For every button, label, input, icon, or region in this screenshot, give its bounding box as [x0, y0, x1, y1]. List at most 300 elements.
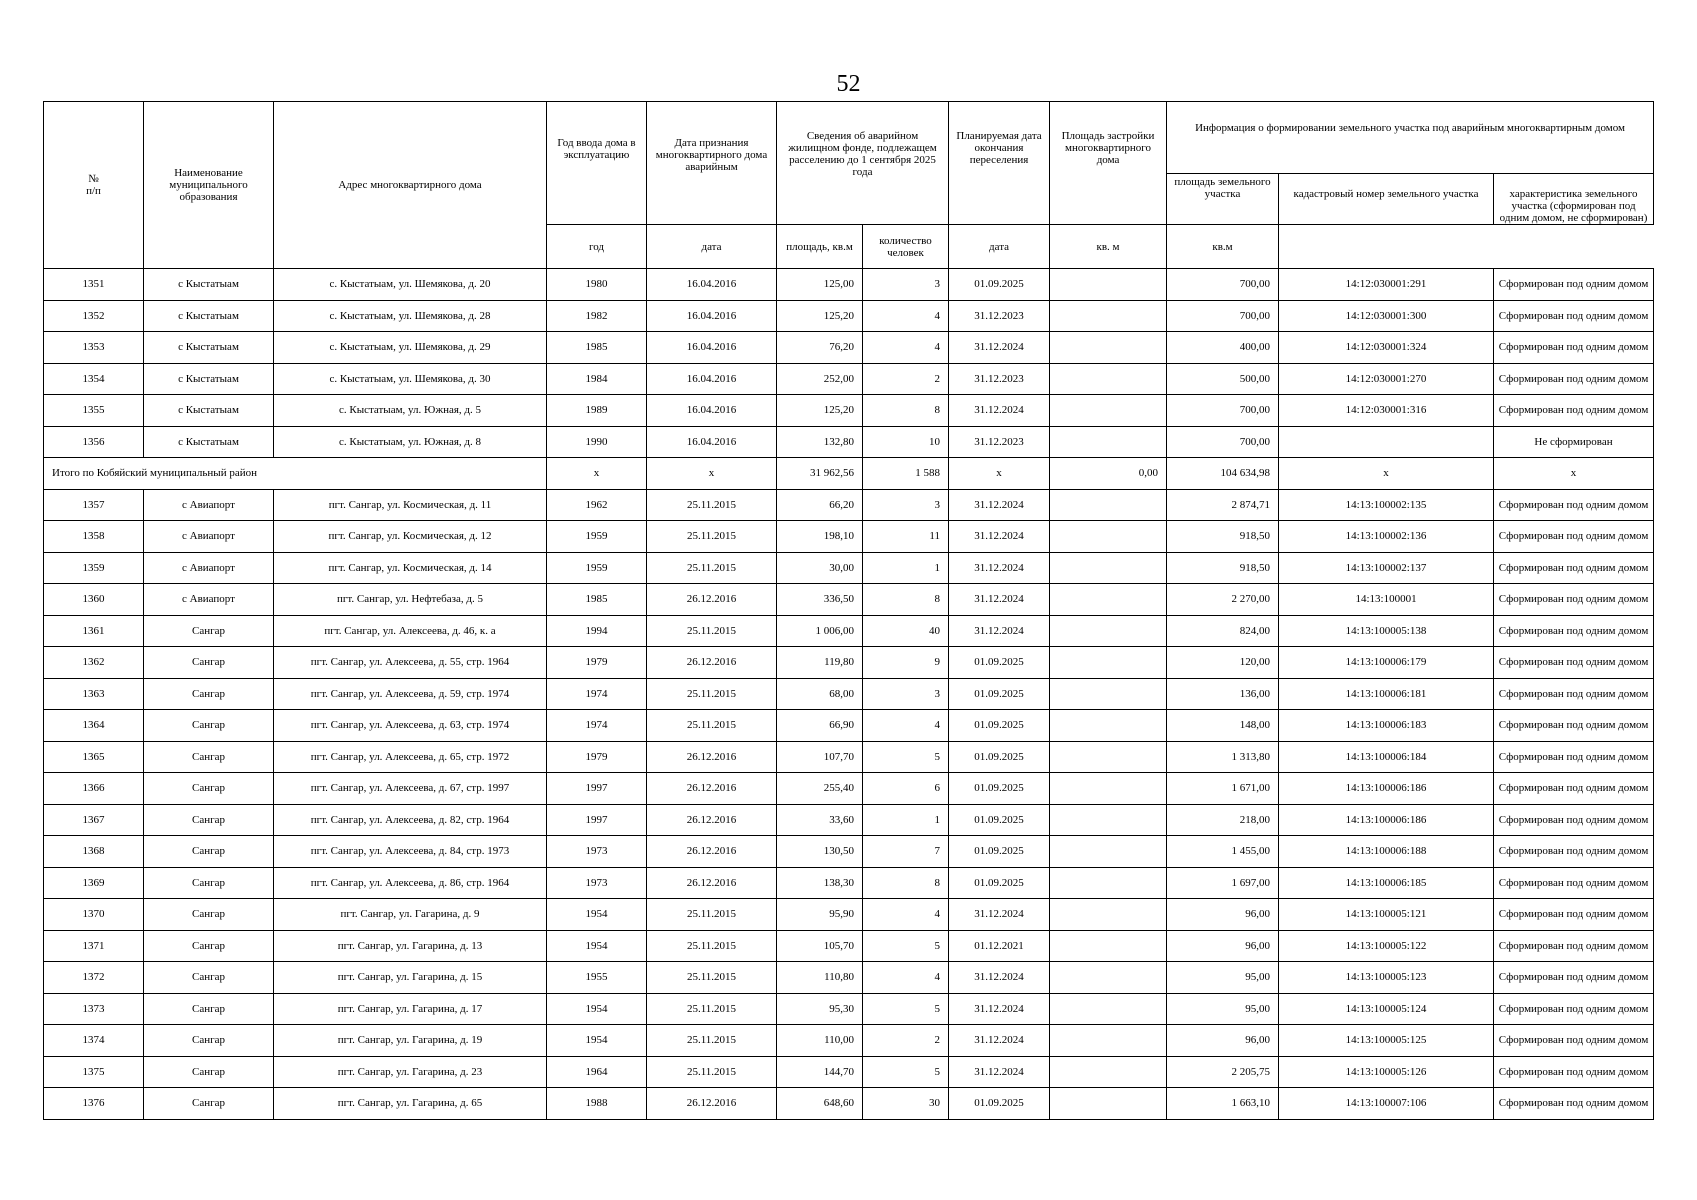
cell-land-area: 2 270,00	[1167, 584, 1279, 616]
unit-date: дата	[647, 225, 777, 269]
cell-built-area	[1050, 584, 1167, 616]
cell-built-area	[1050, 615, 1167, 647]
cell-people: 1	[863, 804, 949, 836]
cell-status: Сформирован под одним домом	[1494, 899, 1654, 931]
total-cell-land-area: 104 634,98	[1167, 458, 1279, 490]
table-row	[44, 300, 1654, 332]
cell-num: 1351	[44, 269, 144, 301]
cell-land-area: 700,00	[1167, 395, 1279, 427]
cell-address: пгт. Сангар, ул. Гагарина, д. 13	[274, 930, 547, 962]
cell-status: Сформирован под одним домом	[1494, 489, 1654, 521]
cell-cadastral: 14:12:030001:316	[1279, 395, 1494, 427]
cell-num: 1355	[44, 395, 144, 427]
cell-num: 1356	[44, 426, 144, 458]
cell-area: 138,30	[777, 867, 863, 899]
cell-people: 3	[863, 678, 949, 710]
cell-planned-date: 31.12.2024	[949, 899, 1050, 931]
total-cell-cadastral: х	[1279, 458, 1494, 490]
total-cell-planned-date: х	[949, 458, 1050, 490]
cell-address: с. Кыстатыам, ул. Южная, д. 8	[274, 426, 547, 458]
cell-address: пгт. Сангар, ул. Алексеева, д. 59, стр. 1974	[274, 678, 547, 710]
cell-address: с. Кыстатыам, ул. Шемякова, д. 29	[274, 332, 547, 364]
cell-date-recognized: 25.11.2015	[647, 552, 777, 584]
cell-planned-date: 01.09.2025	[949, 269, 1050, 301]
cell-date-recognized: 26.12.2016	[647, 773, 777, 805]
cell-planned-date: 01.09.2025	[949, 867, 1050, 899]
cell-cadastral: 14:13:100005:124	[1279, 993, 1494, 1025]
total-label: Итого по Кобяйский муниципальный район	[44, 458, 547, 490]
cell-people: 4	[863, 899, 949, 931]
cell-built-area	[1050, 678, 1167, 710]
cell-date-recognized: 16.04.2016	[647, 332, 777, 364]
cell-planned-date: 31.12.2024	[949, 993, 1050, 1025]
table-row	[44, 426, 1654, 458]
cell-status: Сформирован под одним домом	[1494, 678, 1654, 710]
table-row	[44, 836, 1654, 868]
cell-status: Сформирован под одним домом	[1494, 521, 1654, 553]
cell-address: с. Кыстатыам, ул. Шемякова, д. 30	[274, 363, 547, 395]
cell-cadastral: 14:13:100006:188	[1279, 836, 1494, 868]
cell-status: Сформирован под одним домом	[1494, 962, 1654, 994]
cell-built-area	[1050, 489, 1167, 521]
cell-cadastral: 14:13:100005:122	[1279, 930, 1494, 962]
table-row	[44, 647, 1654, 679]
cell-area: 144,70	[777, 1056, 863, 1088]
cell-area: 68,00	[777, 678, 863, 710]
cell-status: Сформирован под одним домом	[1494, 395, 1654, 427]
cell-cadastral: 14:13:100006:181	[1279, 678, 1494, 710]
cell-area: 30,00	[777, 552, 863, 584]
cell-built-area	[1050, 1088, 1167, 1120]
cell-date-recognized: 16.04.2016	[647, 363, 777, 395]
cell-year: 1954	[547, 1025, 647, 1057]
cell-num: 1354	[44, 363, 144, 395]
cell-municipality: Сангар	[144, 993, 274, 1025]
cell-date-recognized: 26.12.2016	[647, 836, 777, 868]
cell-status: Сформирован под одним домом	[1494, 1025, 1654, 1057]
cell-year: 1974	[547, 678, 647, 710]
cell-built-area	[1050, 552, 1167, 584]
header-num: № п/п	[44, 102, 144, 269]
cell-people: 10	[863, 426, 949, 458]
cell-built-area	[1050, 899, 1167, 931]
cell-year: 1984	[547, 363, 647, 395]
cell-cadastral: 14:13:100006:186	[1279, 804, 1494, 836]
cell-year: 1979	[547, 741, 647, 773]
cell-year: 1997	[547, 773, 647, 805]
header-built-area: Площадь застройки многоквартирного дома	[1050, 102, 1167, 225]
cell-land-area: 1 697,00	[1167, 867, 1279, 899]
header-year: Год ввода дома в эксплуатацию	[547, 102, 647, 225]
cell-land-area: 700,00	[1167, 426, 1279, 458]
header-date-recognized: Дата признания многоквартирного дома аварийным	[647, 102, 777, 225]
cell-year: 1959	[547, 521, 647, 553]
cell-address: пгт. Сангар, ул. Алексеева, д. 84, стр. 1973	[274, 836, 547, 868]
cell-status: Сформирован под одним домом	[1494, 647, 1654, 679]
page-number: 52	[836, 71, 861, 97]
cell-address: пгт. Сангар, ул. Космическая, д. 12	[274, 521, 547, 553]
cell-date-recognized: 26.12.2016	[647, 647, 777, 679]
cell-land-area: 96,00	[1167, 1025, 1279, 1057]
cell-municipality: Сангар	[144, 647, 274, 679]
cell-address: с. Кыстатыам, ул. Шемякова, д. 20	[274, 269, 547, 301]
cell-status: Сформирован под одним домом	[1494, 363, 1654, 395]
cell-status: Сформирован под одним домом	[1494, 773, 1654, 805]
cell-address: пгт. Сангар, ул. Алексеева, д. 67, стр. 1997	[274, 773, 547, 805]
cell-address: пгт. Сангар, ул. Гагарина, д. 17	[274, 993, 547, 1025]
cell-cadastral: 14:12:030001:270	[1279, 363, 1494, 395]
cell-address: пгт. Сангар, ул. Алексеева, д. 55, стр. 1964	[274, 647, 547, 679]
cell-land-area: 96,00	[1167, 899, 1279, 931]
cell-built-area	[1050, 1056, 1167, 1088]
cell-planned-date: 31.12.2024	[949, 521, 1050, 553]
cell-people: 3	[863, 269, 949, 301]
cell-area: 125,20	[777, 300, 863, 332]
cell-municipality: Сангар	[144, 710, 274, 742]
cell-num: 1374	[44, 1025, 144, 1057]
cell-built-area	[1050, 836, 1167, 868]
cell-municipality: с Кыстатыам	[144, 332, 274, 364]
header-characteristic: характеристика земельного участка (сформирован под одним домом, не сформирован)	[1494, 174, 1654, 225]
cell-date-recognized: 25.11.2015	[647, 993, 777, 1025]
cell-municipality: с Авиапорт	[144, 552, 274, 584]
cell-land-area: 1 671,00	[1167, 773, 1279, 805]
cell-status: Сформирован под одним домом	[1494, 710, 1654, 742]
cell-area: 110,00	[777, 1025, 863, 1057]
cell-date-recognized: 26.12.2016	[647, 741, 777, 773]
cell-area: 119,80	[777, 647, 863, 679]
table-row	[44, 363, 1654, 395]
unit-people: количество человек	[863, 225, 949, 269]
cell-municipality: с Кыстатыам	[144, 363, 274, 395]
header-land-info: Информация о формировании земельного участка под аварийным многоквартирным домом	[1167, 102, 1654, 174]
cell-date-recognized: 16.04.2016	[647, 300, 777, 332]
cell-date-recognized: 25.11.2015	[647, 615, 777, 647]
cell-municipality: с Кыстатыам	[144, 269, 274, 301]
cell-year: 1973	[547, 836, 647, 868]
cell-cadastral: 14:13:100006:183	[1279, 710, 1494, 742]
cell-municipality: с Авиапорт	[144, 584, 274, 616]
total-row	[44, 458, 1654, 490]
cell-year: 1962	[547, 489, 647, 521]
cell-cadastral: 14:12:030001:324	[1279, 332, 1494, 364]
cell-num: 1363	[44, 678, 144, 710]
cell-num: 1358	[44, 521, 144, 553]
cell-built-area	[1050, 300, 1167, 332]
table-row	[44, 521, 1654, 553]
cell-built-area	[1050, 332, 1167, 364]
cell-people: 8	[863, 584, 949, 616]
table-row	[44, 962, 1654, 994]
cell-area: 33,60	[777, 804, 863, 836]
table-row	[44, 804, 1654, 836]
header-housing-info: Сведения об аварийном жилищном фонде, подлежащем расселению до 1 сентября 2025 года	[777, 102, 949, 225]
cell-cadastral: 14:13:100005:126	[1279, 1056, 1494, 1088]
table-row	[44, 993, 1654, 1025]
cell-cadastral: 14:13:100007:106	[1279, 1088, 1494, 1120]
cell-address: пгт. Сангар, ул. Космическая, д. 11	[274, 489, 547, 521]
cell-year: 1973	[547, 867, 647, 899]
cell-people: 8	[863, 867, 949, 899]
cell-num: 1367	[44, 804, 144, 836]
unit-land-area: кв.м	[1167, 225, 1279, 269]
cell-cadastral: 14:13:100005:123	[1279, 962, 1494, 994]
cell-year: 1954	[547, 930, 647, 962]
cell-status: Сформирован под одним домом	[1494, 615, 1654, 647]
cell-area: 95,90	[777, 899, 863, 931]
cell-cadastral: 14:13:100006:186	[1279, 773, 1494, 805]
cell-num: 1370	[44, 899, 144, 931]
cell-area: 130,50	[777, 836, 863, 868]
cell-planned-date: 01.09.2025	[949, 710, 1050, 742]
cell-year: 1959	[547, 552, 647, 584]
cell-status: Сформирован под одним домом	[1494, 1056, 1654, 1088]
cell-built-area	[1050, 804, 1167, 836]
total-cell-year: х	[547, 458, 647, 490]
cell-planned-date: 01.09.2025	[949, 678, 1050, 710]
cell-built-area	[1050, 269, 1167, 301]
cell-num: 1369	[44, 867, 144, 899]
cell-municipality: Сангар	[144, 773, 274, 805]
cell-date-recognized: 25.11.2015	[647, 962, 777, 994]
table-row	[44, 867, 1654, 899]
cell-land-area: 500,00	[1167, 363, 1279, 395]
cell-people: 4	[863, 300, 949, 332]
cell-status: Сформирован под одним домом	[1494, 804, 1654, 836]
cell-area: 66,20	[777, 489, 863, 521]
cell-people: 4	[863, 332, 949, 364]
cell-people: 5	[863, 1056, 949, 1088]
cell-status: Сформирован под одним домом	[1494, 741, 1654, 773]
cell-planned-date: 31.12.2024	[949, 962, 1050, 994]
cell-address: пгт. Сангар, ул. Нефтебаза, д. 5	[274, 584, 547, 616]
cell-date-recognized: 25.11.2015	[647, 489, 777, 521]
table-row	[44, 552, 1654, 584]
table-row	[44, 710, 1654, 742]
cell-cadastral: 14:13:100005:121	[1279, 899, 1494, 931]
cell-num: 1376	[44, 1088, 144, 1120]
cell-municipality: Сангар	[144, 1088, 274, 1120]
cell-municipality: Сангар	[144, 962, 274, 994]
cell-built-area	[1050, 710, 1167, 742]
cell-cadastral: 14:13:100006:179	[1279, 647, 1494, 679]
cell-people: 2	[863, 1025, 949, 1057]
cell-people: 7	[863, 836, 949, 868]
cell-area: 336,50	[777, 584, 863, 616]
cell-address: пгт. Сангар, ул. Алексеева, д. 82, стр. 1964	[274, 804, 547, 836]
cell-date-recognized: 25.11.2015	[647, 930, 777, 962]
cell-built-area	[1050, 993, 1167, 1025]
cell-date-recognized: 25.11.2015	[647, 521, 777, 553]
cell-built-area	[1050, 962, 1167, 994]
total-cell-date-recognized: х	[647, 458, 777, 490]
cell-status: Сформирован под одним домом	[1494, 993, 1654, 1025]
total-cell-status: х	[1494, 458, 1654, 490]
unit-planned-date: дата	[949, 225, 1050, 269]
header-cadastral: кадастровый номер земельного участка	[1279, 174, 1494, 225]
cell-cadastral: 14:13:100002:135	[1279, 489, 1494, 521]
cell-status: Сформирован под одним домом	[1494, 300, 1654, 332]
table-row	[44, 1088, 1654, 1120]
cell-date-recognized: 26.12.2016	[647, 867, 777, 899]
cell-status: Сформирован под одним домом	[1494, 1088, 1654, 1120]
table-row	[44, 1025, 1654, 1057]
header-land-area: площадь земельного участка	[1167, 174, 1279, 225]
cell-municipality: Сангар	[144, 1056, 274, 1088]
cell-planned-date: 31.12.2024	[949, 615, 1050, 647]
cell-area: 648,60	[777, 1088, 863, 1120]
header-address: Адрес многоквартирного дома	[274, 102, 547, 269]
cell-area: 255,40	[777, 773, 863, 805]
emergency-housing-table	[43, 101, 1654, 1120]
cell-year: 1997	[547, 804, 647, 836]
table-row	[44, 332, 1654, 364]
cell-status: Не сформирован	[1494, 426, 1654, 458]
cell-area: 76,20	[777, 332, 863, 364]
cell-area: 132,80	[777, 426, 863, 458]
cell-year: 1985	[547, 332, 647, 364]
cell-date-recognized: 25.11.2015	[647, 678, 777, 710]
cell-num: 1353	[44, 332, 144, 364]
cell-land-area: 700,00	[1167, 300, 1279, 332]
cell-year: 1954	[547, 993, 647, 1025]
cell-date-recognized: 25.11.2015	[647, 710, 777, 742]
cell-cadastral	[1279, 426, 1494, 458]
cell-built-area	[1050, 867, 1167, 899]
cell-year: 1988	[547, 1088, 647, 1120]
cell-area: 125,20	[777, 395, 863, 427]
cell-planned-date: 01.09.2025	[949, 773, 1050, 805]
cell-built-area	[1050, 521, 1167, 553]
cell-cadastral: 14:13:100005:125	[1279, 1025, 1494, 1057]
cell-land-area: 1 455,00	[1167, 836, 1279, 868]
cell-year: 1980	[547, 269, 647, 301]
cell-area: 198,10	[777, 521, 863, 553]
cell-num: 1375	[44, 1056, 144, 1088]
cell-municipality: с Кыстатыам	[144, 426, 274, 458]
header-municipality: Наименование муниципального образования	[144, 102, 274, 269]
cell-land-area: 218,00	[1167, 804, 1279, 836]
cell-address: пгт. Сангар, ул. Алексеева, д. 46, к. а	[274, 615, 547, 647]
cell-year: 1979	[547, 647, 647, 679]
cell-year: 1964	[547, 1056, 647, 1088]
cell-num: 1362	[44, 647, 144, 679]
table-header	[44, 102, 1654, 269]
cell-area: 252,00	[777, 363, 863, 395]
table-body	[44, 269, 1654, 1120]
cell-land-area: 120,00	[1167, 647, 1279, 679]
table-row	[44, 773, 1654, 805]
header-planned-date: Планируемая дата окончания переселения	[949, 102, 1050, 225]
cell-date-recognized: 26.12.2016	[647, 804, 777, 836]
cell-date-recognized: 16.04.2016	[647, 426, 777, 458]
cell-num: 1368	[44, 836, 144, 868]
cell-municipality: с Кыстатыам	[144, 395, 274, 427]
table-row	[44, 269, 1654, 301]
cell-date-recognized: 16.04.2016	[647, 269, 777, 301]
table-row	[44, 678, 1654, 710]
cell-people: 5	[863, 993, 949, 1025]
cell-land-area: 95,00	[1167, 993, 1279, 1025]
cell-num: 1372	[44, 962, 144, 994]
cell-municipality: с Кыстатыам	[144, 300, 274, 332]
unit-year: год	[547, 225, 647, 269]
cell-municipality: Сангар	[144, 804, 274, 836]
cell-date-recognized: 16.04.2016	[647, 395, 777, 427]
cell-planned-date: 01.09.2025	[949, 647, 1050, 679]
cell-address: пгт. Сангар, ул. Космическая, д. 14	[274, 552, 547, 584]
cell-land-area: 918,50	[1167, 552, 1279, 584]
cell-planned-date: 31.12.2024	[949, 489, 1050, 521]
cell-status: Сформирован под одним домом	[1494, 584, 1654, 616]
cell-year: 1982	[547, 300, 647, 332]
cell-status: Сформирован под одним домом	[1494, 552, 1654, 584]
total-cell-area: 31 962,56	[777, 458, 863, 490]
cell-people: 6	[863, 773, 949, 805]
table-row	[44, 584, 1654, 616]
cell-land-area: 2 874,71	[1167, 489, 1279, 521]
table-row	[44, 930, 1654, 962]
cell-date-recognized: 25.11.2015	[647, 1025, 777, 1057]
unit-built-area: кв. м	[1050, 225, 1167, 269]
cell-people: 1	[863, 552, 949, 584]
cell-planned-date: 01.12.2021	[949, 930, 1050, 962]
cell-address: пгт. Сангар, ул. Гагарина, д. 65	[274, 1088, 547, 1120]
cell-planned-date: 31.12.2023	[949, 363, 1050, 395]
cell-num: 1359	[44, 552, 144, 584]
cell-cadastral: 14:13:100002:137	[1279, 552, 1494, 584]
cell-cadastral: 14:12:030001:291	[1279, 269, 1494, 301]
cell-municipality: Сангар	[144, 930, 274, 962]
cell-people: 3	[863, 489, 949, 521]
cell-cadastral: 14:13:100005:138	[1279, 615, 1494, 647]
cell-built-area	[1050, 930, 1167, 962]
cell-date-recognized: 26.12.2016	[647, 1088, 777, 1120]
cell-cadastral: 14:13:100002:136	[1279, 521, 1494, 553]
cell-status: Сформирован под одним домом	[1494, 836, 1654, 868]
cell-num: 1371	[44, 930, 144, 962]
cell-land-area: 824,00	[1167, 615, 1279, 647]
cell-planned-date: 31.12.2023	[949, 426, 1050, 458]
cell-planned-date: 31.12.2024	[949, 1056, 1050, 1088]
cell-people: 8	[863, 395, 949, 427]
cell-planned-date: 31.12.2023	[949, 300, 1050, 332]
cell-year: 1989	[547, 395, 647, 427]
table-row	[44, 899, 1654, 931]
cell-planned-date: 31.12.2024	[949, 1025, 1050, 1057]
table-row	[44, 1056, 1654, 1088]
unit-area: площадь, кв.м	[777, 225, 863, 269]
cell-num: 1352	[44, 300, 144, 332]
cell-people: 11	[863, 521, 949, 553]
cell-land-area: 148,00	[1167, 710, 1279, 742]
cell-planned-date: 31.12.2024	[949, 332, 1050, 364]
cell-address: пгт. Сангар, ул. Гагарина, д. 23	[274, 1056, 547, 1088]
cell-year: 1990	[547, 426, 647, 458]
cell-municipality: с Авиапорт	[144, 521, 274, 553]
cell-address: с. Кыстатыам, ул. Шемякова, д. 28	[274, 300, 547, 332]
cell-year: 1994	[547, 615, 647, 647]
cell-address: с. Кыстатыам, ул. Южная, д. 5	[274, 395, 547, 427]
cell-land-area: 2 205,75	[1167, 1056, 1279, 1088]
cell-area: 95,30	[777, 993, 863, 1025]
cell-num: 1360	[44, 584, 144, 616]
cell-cadastral: 14:13:100006:185	[1279, 867, 1494, 899]
cell-land-area: 400,00	[1167, 332, 1279, 364]
cell-municipality: Сангар	[144, 741, 274, 773]
cell-built-area	[1050, 426, 1167, 458]
total-cell-people: 1 588	[863, 458, 949, 490]
